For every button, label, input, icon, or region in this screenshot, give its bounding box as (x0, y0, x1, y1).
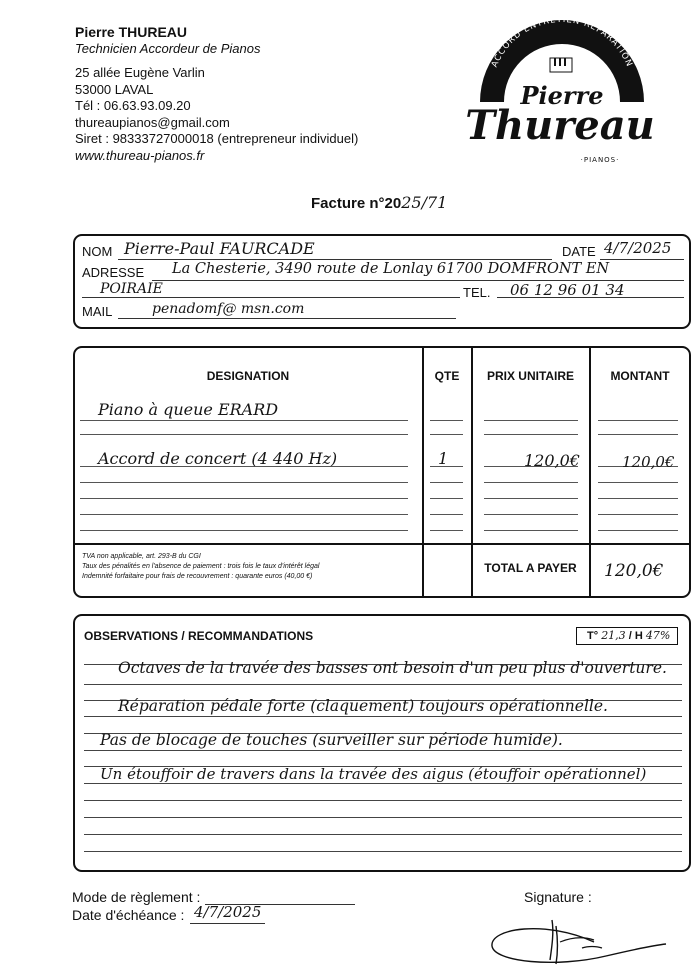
header-designation: DESIGNATION (206, 369, 290, 383)
company-block (75, 24, 358, 164)
observation-rule (84, 851, 682, 852)
client-email: penadomf@ msn.com (152, 301, 305, 317)
table-rule (430, 514, 463, 515)
table-rule (430, 434, 463, 435)
logo-arc-text: ACCORD ENTRETIEN REPARATION (489, 14, 635, 69)
observation-rule (84, 834, 682, 835)
legal-notes (82, 552, 319, 582)
logo-sub: ·PIANOS· (580, 156, 620, 164)
row2-montant: 120,0€ (622, 453, 675, 471)
humidity-label: H (634, 630, 643, 642)
client-phone: 06 12 96 01 34 (510, 281, 625, 299)
mail-label: MAIL (82, 304, 113, 319)
invoice-number-handwritten: 25/71 (401, 193, 448, 212)
header-montant: MONTANT (610, 369, 670, 383)
due-date-label: Date d'échéance : (72, 907, 185, 923)
invoice-label: Facture n°20 (311, 195, 402, 212)
client-address-line2: POIRAIE (100, 281, 163, 297)
company-address-line2: 53000 LAVAL (75, 81, 154, 97)
table-rule (598, 420, 678, 421)
table-rule (484, 498, 578, 499)
company-phone: Tél : 06.63.93.09.20 (75, 98, 191, 113)
humidity-value: 47% (645, 629, 671, 642)
header-qte: QTE (434, 369, 460, 383)
company-siret: Siret : 98333727000018 (entrepreneur individuel) (75, 131, 359, 146)
observation-rule (84, 800, 682, 801)
observation-rule (84, 750, 682, 751)
legal-tva: TVA non applicable, art. 293-B du CGI (82, 553, 201, 560)
table-rule (80, 530, 408, 531)
legal-penalties: Taux des pénalités en l'absence de paiement : trois fois le taux d'intérêt légal (82, 563, 320, 570)
signature-scribble (486, 912, 676, 977)
table-rule (430, 482, 463, 483)
temp-value: 21,3 (601, 629, 626, 642)
company-name: Pierre THUREAU (75, 24, 188, 40)
table-rule (80, 482, 408, 483)
temp-label: T° (587, 630, 599, 642)
observation-line-4: Un étouffoir de travers dans la travée des aigus (étouffoir opérationnel) (100, 765, 647, 783)
table-rule (598, 530, 678, 531)
table-rule (484, 434, 578, 435)
observation-rule (84, 684, 682, 685)
table-rule (80, 498, 408, 499)
table-rule (484, 482, 578, 483)
total-amount: 120,0€ (604, 561, 664, 581)
table-rule (80, 514, 408, 515)
client-name: Pierre-Paul FAURCADE (124, 239, 315, 258)
table-rule (430, 420, 463, 421)
table-rule (484, 514, 578, 515)
table-rule (80, 434, 408, 435)
observations-title: OBSERVATIONS / RECOMMANDATIONS (84, 629, 314, 643)
table-rule (430, 498, 463, 499)
observation-rule (84, 817, 682, 818)
tel-label: TEL. (463, 285, 491, 300)
row2-qte: 1 (438, 449, 449, 468)
logo-script-line1: Pierre (520, 81, 604, 110)
invoice-title (311, 193, 447, 212)
table-rule (598, 434, 678, 435)
date-label: DATE (562, 244, 596, 259)
row2-prix: 120,0€ (524, 451, 580, 470)
payment-mode-label: Mode de règlement : (72, 889, 201, 905)
temp-humidity-box: T° 21,3 / H 47% (576, 627, 678, 645)
client-address-line1: La Chesterie, 3490 route de Lonlay 61700 DOMFRONT EN (172, 261, 610, 277)
nom-label: NOM (82, 244, 113, 259)
table-rule (484, 530, 578, 531)
table-rule (598, 514, 678, 515)
observation-line-3: Pas de blocage de touches (surveiller sur période humide). (100, 731, 563, 749)
company-email: thureaupianos@gmail.com (75, 114, 230, 130)
legal-indemnity: Indemnité forfaitaire pour frais de recouvrement : quarante euros (40,00 €) (82, 573, 313, 580)
signature-label: Signature : (524, 889, 592, 905)
table-rule (598, 498, 678, 499)
table-rule (484, 420, 578, 421)
table-rule (430, 530, 463, 531)
company-address-line1: 25 allée Eugène Varlin (75, 65, 205, 80)
company-logo (450, 14, 670, 169)
observation-line-1: Octaves de la travée des basses ont besoin d'un peu plus d'ouverture. (118, 659, 667, 677)
logo-script-line2: Thureau (465, 102, 655, 149)
piano-keys-icon (550, 58, 572, 72)
client-date: 4/7/2025 (604, 239, 672, 257)
row1-designation: Piano à queue ERARD (98, 400, 279, 419)
header-prix-unitaire: PRIX UNITAIRE (486, 369, 575, 383)
observation-rule (84, 716, 682, 717)
total-label: TOTAL A PAYER (484, 561, 577, 575)
observation-rule (84, 783, 682, 784)
company-website: www.thureau-pianos.fr (75, 147, 205, 163)
table-rule (598, 482, 678, 483)
company-title: Technicien Accordeur de Pianos (75, 40, 261, 56)
row2-designation: Accord de concert (4 440 Hz) (98, 449, 338, 468)
adresse-label: ADRESSE (82, 265, 145, 280)
due-date-value: 4/7/2025 (194, 903, 262, 921)
observation-line-2: Réparation pédale forte (claquement) toujours opérationnelle. (118, 697, 608, 715)
table-rule (80, 420, 408, 421)
